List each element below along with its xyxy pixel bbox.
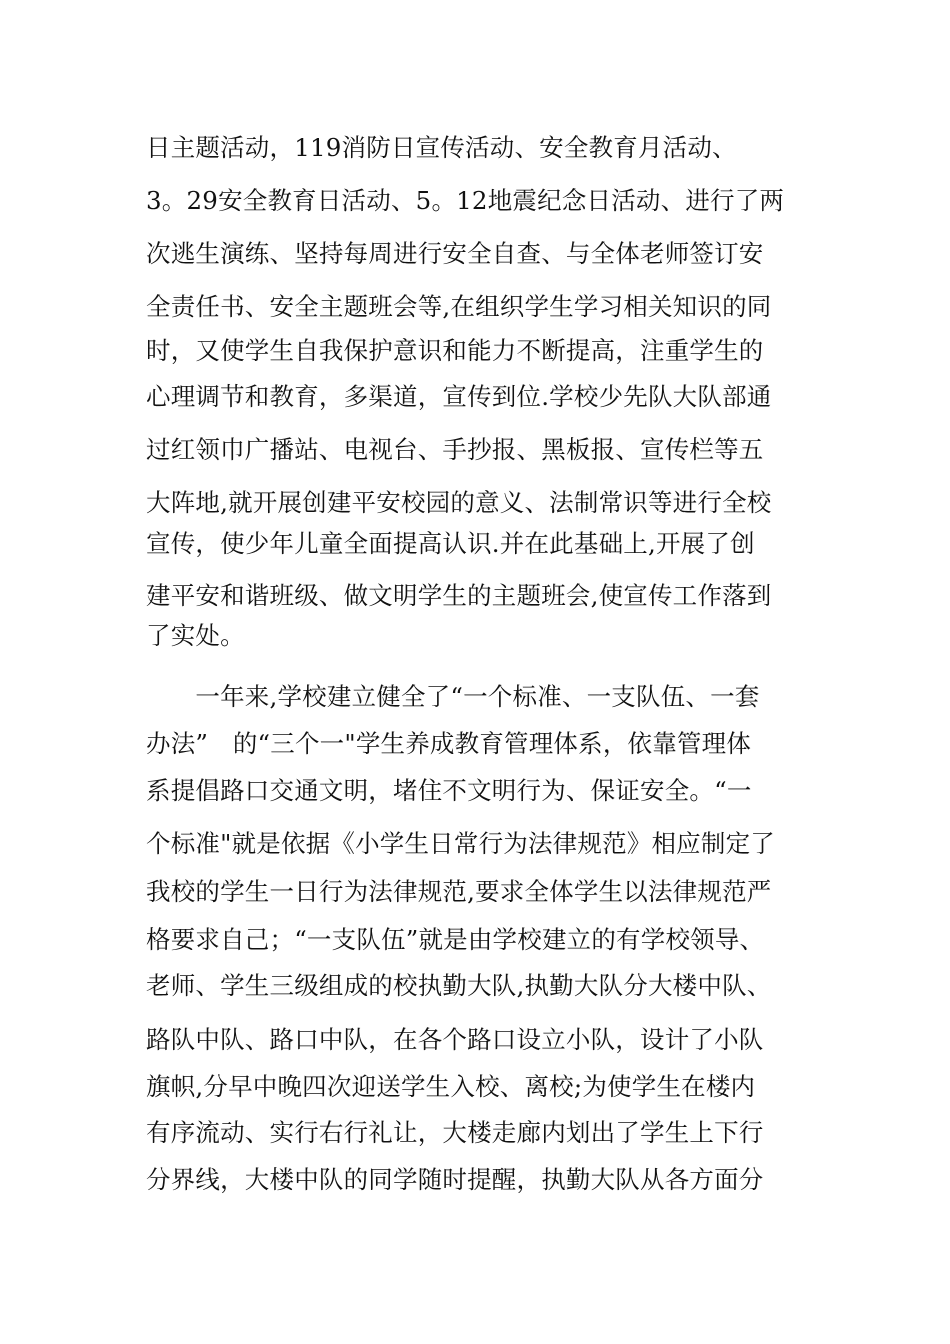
text-line-15: 个标准"就是依据《小学生日常行为法律规范》相应制定了 <box>146 829 775 858</box>
text-line-22: 分界线，大楼中队的同学随时提醒，执勤大队从各方面分 <box>146 1165 764 1194</box>
text-line-5: 时，又使学生自我保护意识和能力不断提高，注重学生的 <box>146 336 764 365</box>
text-line-1: 日主题活动，119消防日宣传活动、安全教育月活动、 <box>146 133 737 162</box>
text-line-14: 系提倡路口交通文明，堵住不文明行为、保证安全。“一 <box>146 776 752 805</box>
text-line-7: 过红领巾广播站、电视台、手抄报、黑板报、宣传栏等五 <box>146 435 764 464</box>
text-line-20: 旗帜,分早中晚四次迎送学生入校、离校;为使学生在楼内 <box>146 1072 756 1101</box>
text-line-2: 3。29安全教育日活动、5。12地震纪念日活动、进行了两 <box>146 186 785 215</box>
text-line-10: 建平安和谐班级、做文明学生的主题班会,使宣传工作落到 <box>146 581 772 610</box>
text-line-12: 一年来,学校建立健全了“一个标准、一支队伍、一套 <box>146 682 760 711</box>
text-line-18: 老师、学生三级组成的校执勤大队,执勤大队分大楼中队、 <box>146 971 772 1000</box>
text-line-11: 了实处。 <box>146 621 245 650</box>
text-line-21: 有序流动、实行右行礼让，大楼走廊内划出了学生上下行 <box>146 1118 764 1147</box>
text-line-8: 大阵地,就开展创建平安校园的意义、法制常识等进行全校 <box>146 488 772 517</box>
text-line-9: 宣传，使少年儿童全面提高认识.并在此基础上,开展了创 <box>146 529 755 558</box>
text-line-3: 次逃生演练、坚持每周进行安全自查、与全体老师签订安 <box>146 239 764 268</box>
text-line-16: 我校的学生一日行为法律规范,要求全体学生以法律规范严 <box>146 877 772 906</box>
text-line-13: 办法” 的“三个一"学生养成教育管理体系，依靠管理体 <box>146 729 752 758</box>
text-line-19: 路队中队、路口中队，在各个路口设立小队，设计了小队 <box>146 1025 764 1054</box>
text-line-6: 心理调节和教育，多渠道，宣传到位.学校少先队大队部通 <box>146 382 772 411</box>
text-line-17: 格要求自己；“一支队伍”就是由学校建立的有学校领导、 <box>146 925 765 954</box>
text-line-4: 全责任书、安全主题班会等,在组织学生学习相关知识的同 <box>146 292 772 321</box>
